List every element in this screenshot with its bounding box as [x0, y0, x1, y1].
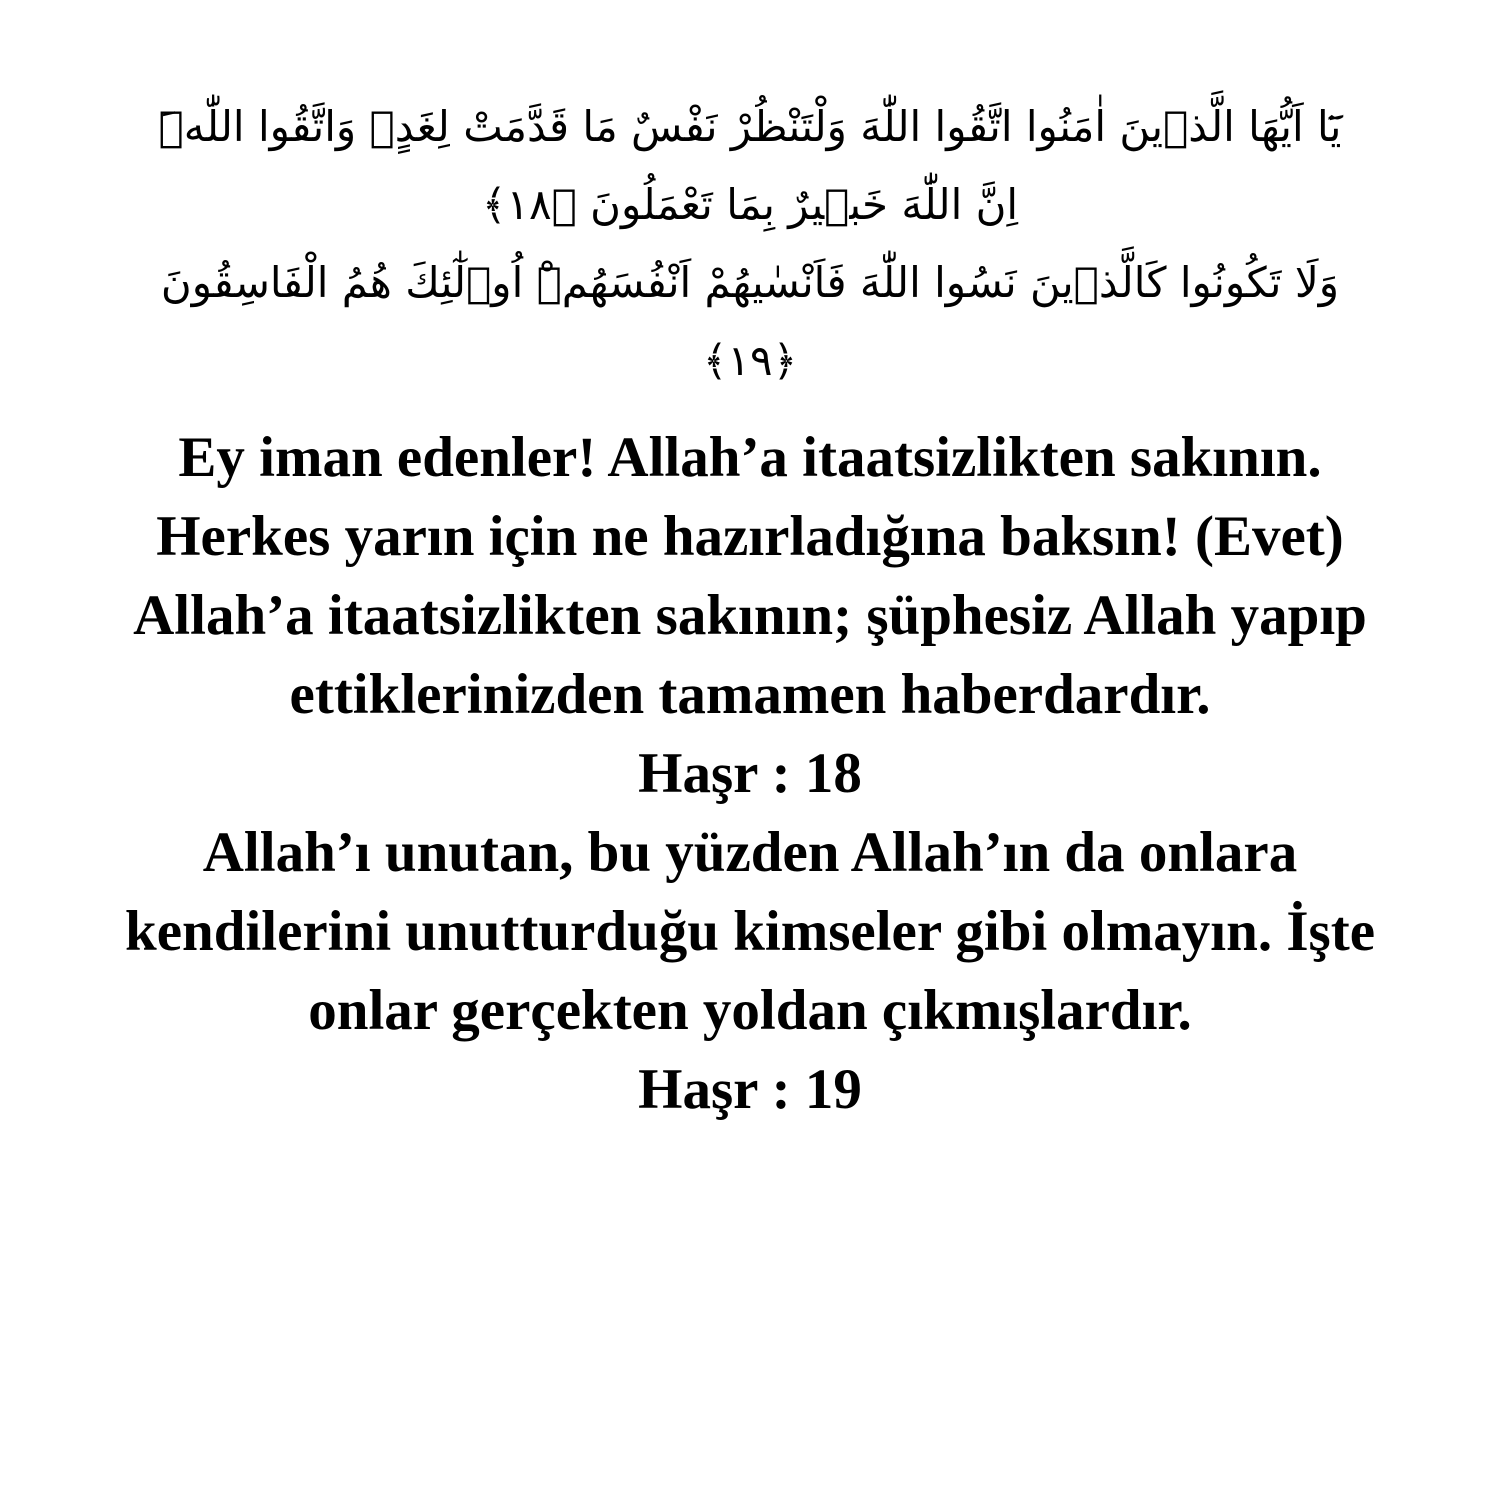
arabic-verse-18-line-2: اِنَّ اللّٰهَ خَب۪يرٌ بِمَا تَعْمَلُونَ ﴿١٨﴾ [481, 180, 1019, 229]
verse-reference-19: Haşr : 19 [638, 1058, 862, 1121]
translation-18-line-1: Ey iman edenler! Allah’a itaatsizlikten sakının. [178, 426, 1322, 489]
translation-18-line-2: Herkes yarın için ne hazırladığına baksın! (Evet) [156, 505, 1344, 568]
translation-18-line-4: ettiklerinizden tamamen haberdardır. [289, 663, 1211, 726]
translation-19-line-1: Allah’ı unutan, bu yüzden Allah’ın da onlara [202, 821, 1298, 884]
arabic-verse-19-line-1: وَلَا تَكُونُوا كَالَّذ۪ينَ نَسُوا اللّٰهَ فَاَنْسٰيهُمْ اَنْفُسَهُمْۜ اُو۬لٰٓئِكَ هُمُ الْفَاسِقُونَ [160, 258, 1340, 307]
translation-19-line-2: kendilerini unutturduğu kimseler gibi olmayın. İşte [125, 900, 1375, 963]
arabic-verses [0, 88, 1500, 400]
translation-19-line-3: onlar gerçekten yoldan çıkmışlardır. [308, 979, 1192, 1042]
verse-reference-18: Haşr : 18 [638, 742, 862, 805]
turkish-translation [0, 418, 1500, 1129]
arabic-verse-19-line-2: ﴿١٩﴾ [702, 336, 798, 385]
translation-18-line-3: Allah’a itaatsizlikten sakının; şüphesiz Allah yapıp [133, 584, 1367, 647]
arabic-verse-18-line-1: يَٓا اَيُّهَا الَّذ۪ينَ اٰمَنُوا اتَّقُوا اللّٰهَ وَلْتَنْظُرْ نَفْسٌ مَا قَدَّمَتْ لِغَدٍۚ وَاتَّقُوا اللّٰهَۜ [158, 102, 1342, 151]
